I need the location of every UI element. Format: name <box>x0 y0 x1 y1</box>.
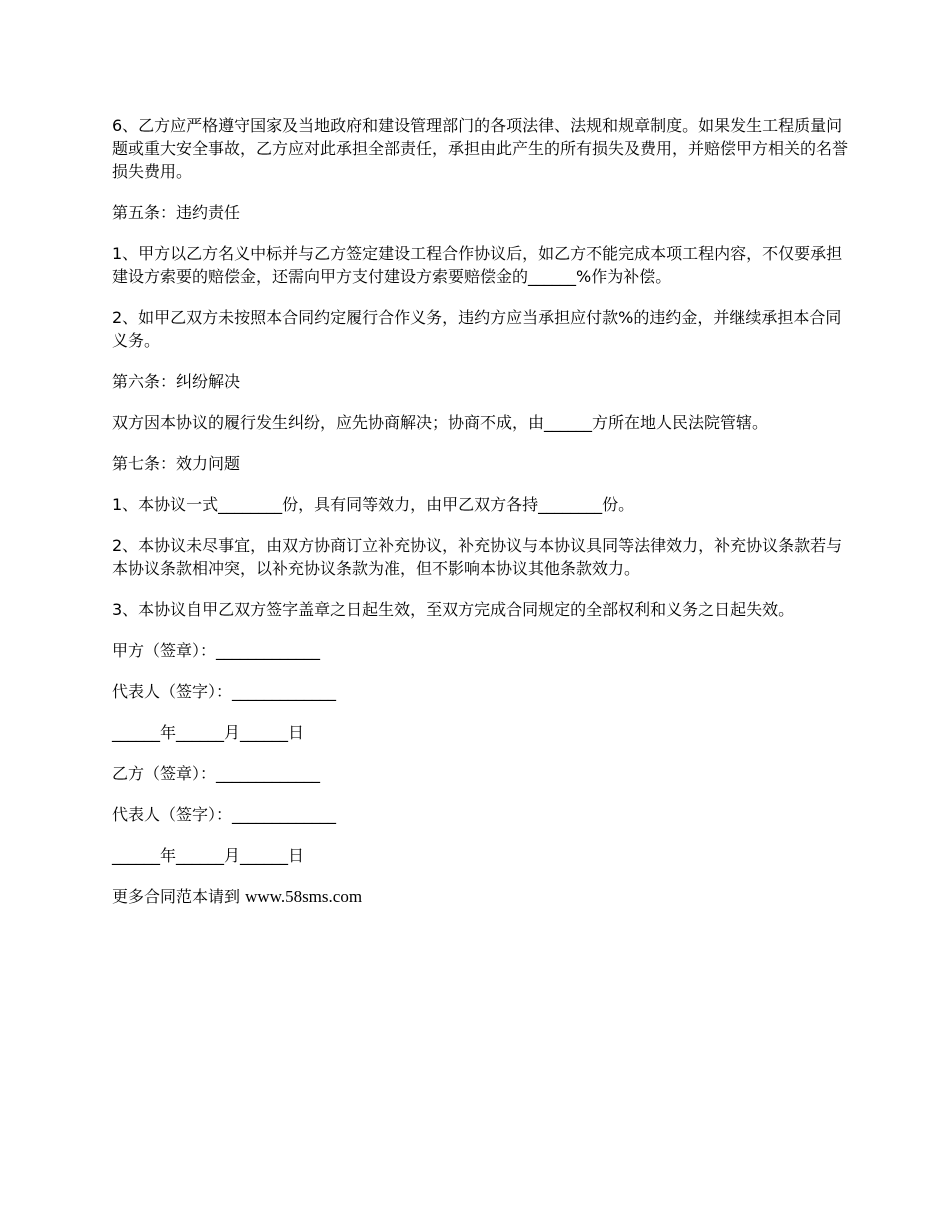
party-b-date-line: ______年______月______日 <box>112 846 305 865</box>
footer-url-link[interactable]: www.58sms.com <box>245 887 363 906</box>
breach-clause-1: 1、甲方以乙方名义中标并与乙方签定建设工程合作协议后，如乙方不能完成本项工程内容，不仅要承担建设方索要的赔偿金，还需向甲方支付建设方索要赔偿金的______%作为补偿。 <box>112 244 843 286</box>
party-a-representative-line: 代表人（签字）：_____________ <box>112 682 337 701</box>
dispute-clause: 双方因本协议的履行发生纠纷，应先协商解决；协商不成，由______方所在地人民法院管辖。 <box>112 413 769 432</box>
document-page <box>112 114 852 908</box>
party-a-date-line: ______年______月______日 <box>112 723 305 742</box>
section-6-heading: 第六条：纠纷解决 <box>112 372 241 391</box>
breach-clause-2: 2、如甲乙双方未按照本合同约定履行合作义务，违约方应当承担应付款%的违约金，并继续承担本合同义务。 <box>112 308 842 350</box>
section-7-heading: 第七条：效力问题 <box>112 454 241 473</box>
validity-clause-3: 3、本协议自甲乙双方签字盖章之日起生效，至双方完成合同规定的全部权利和义务之日起失效。 <box>112 600 795 619</box>
party-b-seal-line: 乙方（签章）：_____________ <box>112 764 321 783</box>
footer-prefix: 更多合同范本请到 <box>112 887 246 906</box>
validity-clause-1: 1、本协议一式________份，具有同等效力，由甲乙双方各持________份。 <box>112 495 635 514</box>
footer-note <box>112 885 852 908</box>
party-b-representative-line: 代表人（签字）：_____________ <box>112 805 337 824</box>
party-a-seal-line: 甲方（签章）：_____________ <box>112 641 321 660</box>
clause-6-paragraph: 6、乙方应严格遵守国家及当地政府和建设管理部门的各项法律、法规和规章制度。如果发生工程质量问题或重大安全事故，乙方应对此承担全部责任，承担由此产生的所有损失及费用，并赔偿甲方相关的名誉损失费用。 <box>112 116 849 181</box>
section-5-heading: 第五条：违约责任 <box>112 203 241 222</box>
validity-clause-2: 2、本协议未尽事宜，由双方协商订立补充协议，补充协议与本协议具同等法律效力，补充协议条款若与本协议条款相冲突，以补充协议条款为准，但不影响本协议其他条款效力。 <box>112 536 843 578</box>
